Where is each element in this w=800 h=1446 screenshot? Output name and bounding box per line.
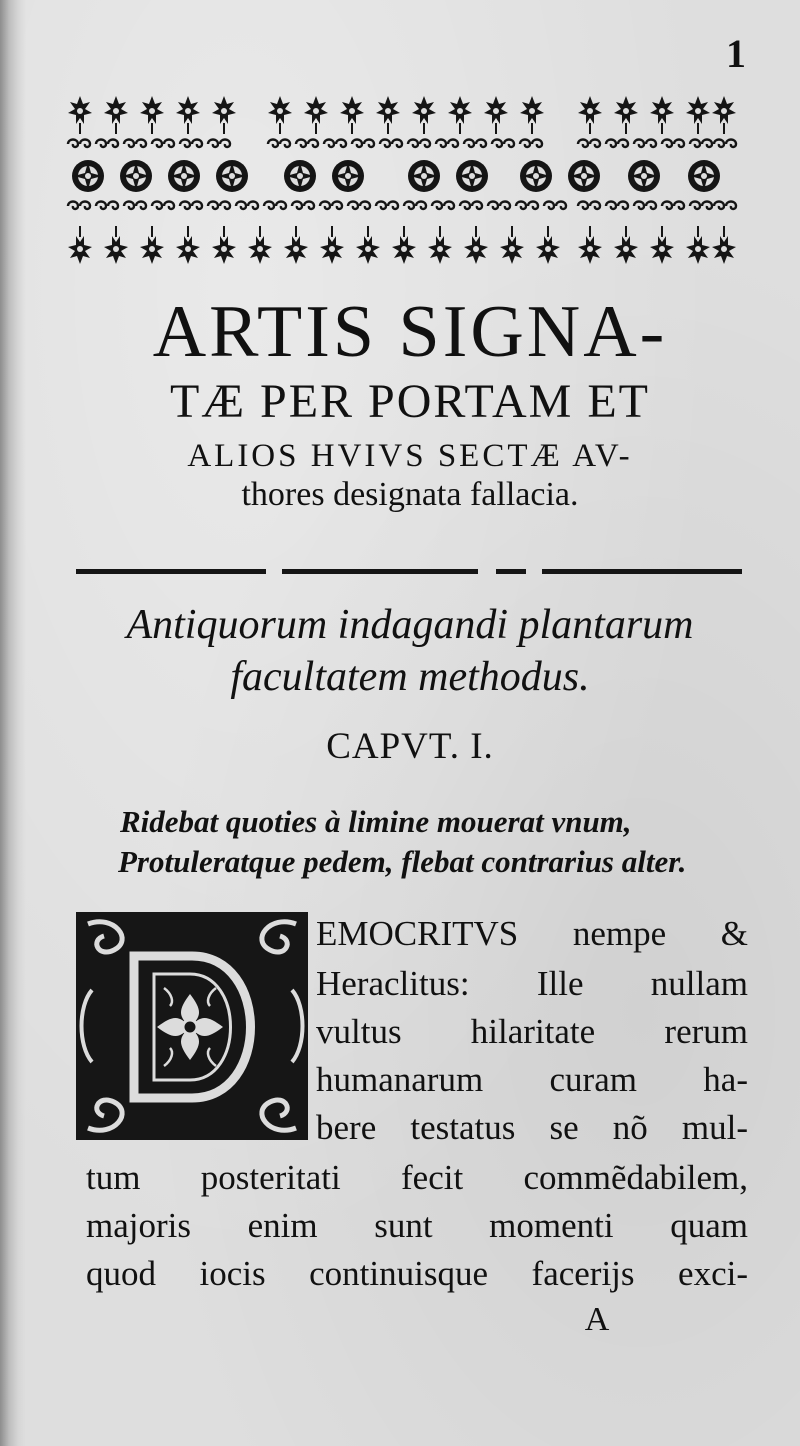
decorated-initial-d bbox=[74, 910, 310, 1142]
body-line-6: tum posteritati fecit commẽdabilem, bbox=[86, 1158, 748, 1197]
signature-mark: A bbox=[584, 1301, 610, 1338]
body-line-3: vultus hilaritate rerum bbox=[316, 1012, 748, 1051]
page-binding-shadow bbox=[0, 0, 26, 1446]
body-line-5: bere testatus se nõ mul- bbox=[316, 1108, 748, 1147]
subtitle-line-1: Antiquorum indagandi plantarum bbox=[126, 602, 694, 648]
body-line-2: Heraclitus: Ille nullam bbox=[316, 964, 748, 1003]
verse-line-2: Protuleratque pedem, flebat contrarius alter. bbox=[118, 844, 687, 879]
body-line-8: quod iocis continuisque facerijs exci- bbox=[86, 1254, 748, 1293]
title-line-2: TÆ PER PORTAM ET bbox=[170, 375, 650, 428]
subtitle-line-2: facultatem methodus. bbox=[230, 654, 590, 700]
fleuron-header-ornament bbox=[66, 92, 738, 268]
verse-line-1: Ridebat quoties à limine mouerat vnum, bbox=[120, 804, 632, 839]
title-line-1: ARTIS SIGNA- bbox=[152, 291, 668, 373]
body-line-1: EMOCRITVS nempe & bbox=[316, 914, 748, 953]
body-line-7: majoris enim sunt momenti quam bbox=[86, 1206, 748, 1245]
divider-rule bbox=[76, 566, 742, 578]
title-line-3: ALIOS HVIVS SECTÆ AV- bbox=[187, 438, 633, 474]
title-line-4: thores designata fallacia. bbox=[241, 476, 579, 513]
body-line-4: humanarum curam ha- bbox=[316, 1060, 748, 1099]
page-number: 1 bbox=[726, 31, 746, 76]
chapter-heading: CAPVT. I. bbox=[326, 726, 494, 767]
